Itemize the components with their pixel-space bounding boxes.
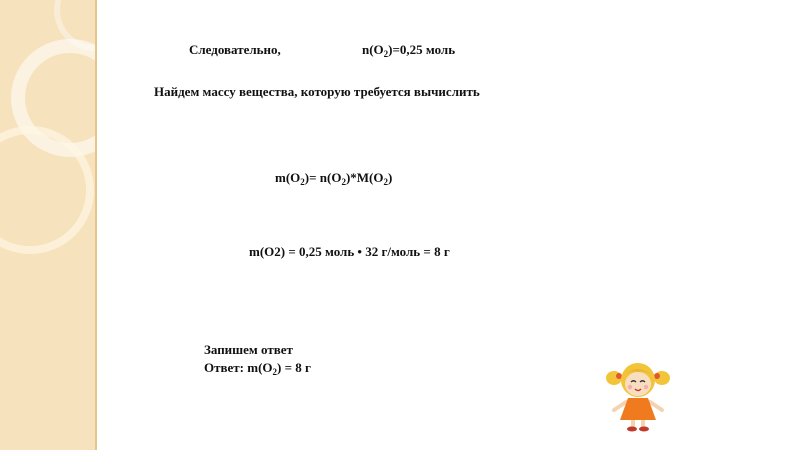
answer-line: Ответ: $m(O_2) = 8$ г <box>204 360 311 377</box>
decorative-sidebar <box>0 0 95 450</box>
mass-formula: $m(O_2)= n(O_2)*M(O_2)$ <box>275 170 393 187</box>
answer-heading: Запишем ответ <box>204 342 293 357</box>
mass-calculation: m(O2) = 0,25 моль • 32 г/моль = 8 г <box>249 244 450 259</box>
moles-o2-value: $n(O_2)=0,25$ моль <box>362 42 456 59</box>
sidebar-divider <box>95 0 97 450</box>
conclusion-label: Следовательно, <box>189 42 281 57</box>
find-mass-text: Найдем массу вещества, которую требуется вычислить <box>154 84 480 99</box>
smiling-girl-icon <box>606 356 670 432</box>
decorative-circles-icon <box>0 0 95 450</box>
